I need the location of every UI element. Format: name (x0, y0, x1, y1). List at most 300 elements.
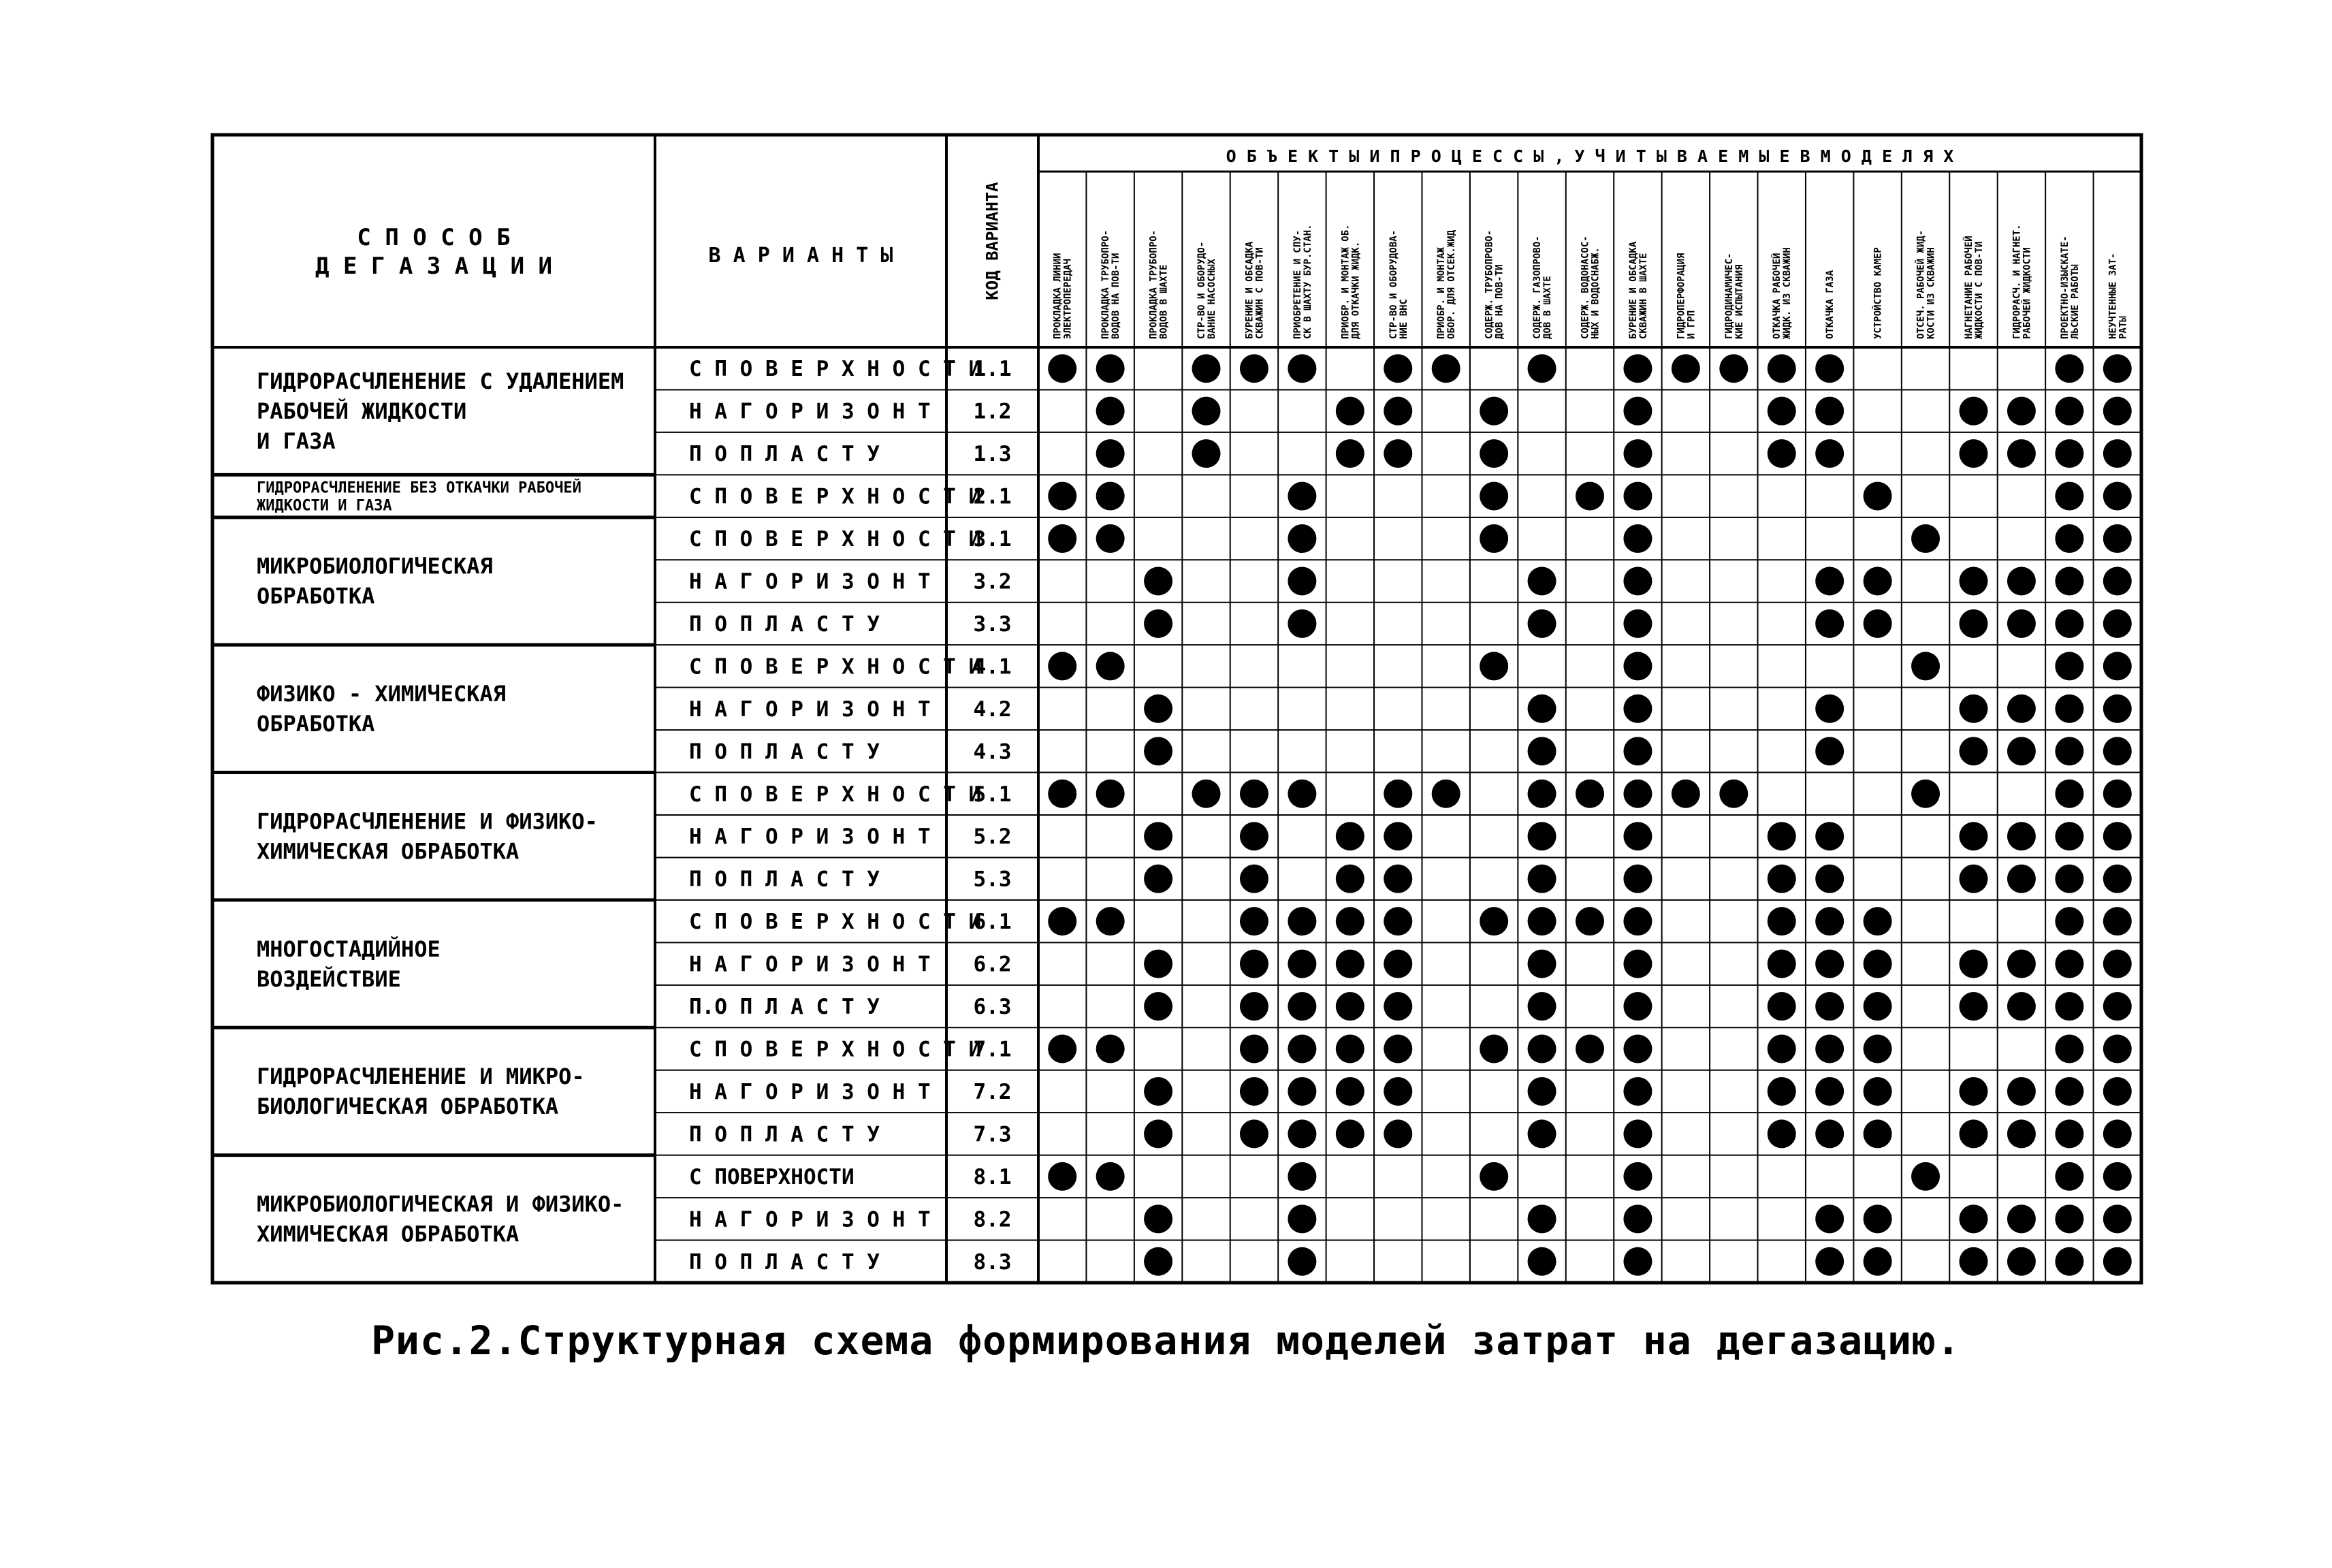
presence-dot (1048, 652, 1076, 680)
column-header (1292, 224, 1313, 339)
column-header-line: ПРОКЛАДКА ТРУБОПРО- (1148, 229, 1160, 339)
column-header-line: СОДЕРЖ. ТРУБОПРОВО- (1484, 229, 1495, 339)
objects-header: О Б Ъ Е К Т Ы И П Р О Ц Е С С Ы , У Ч И Т Ы В А Е М Ы Е В М О Д Е Л Я Х (1226, 146, 1954, 166)
presence-dot (1384, 907, 1412, 935)
presence-dot (1911, 780, 1940, 808)
presence-dot (1528, 354, 1556, 383)
presence-dot (2103, 567, 2132, 596)
method-group-label: ГИДРОРАСЧЛЕНЕНИЕ С УДАЛЕНИЕМ (257, 368, 624, 394)
column-header (1724, 253, 1745, 339)
column-header (1149, 230, 1170, 339)
presence-dot (1864, 609, 1892, 638)
presence-dot (1768, 865, 1796, 893)
presence-dot (2103, 354, 2132, 383)
presence-dot (1528, 1119, 1556, 1148)
presence-dot (1815, 397, 1844, 426)
column-header (1436, 229, 1457, 339)
presence-dot (1528, 1204, 1556, 1233)
presence-dot (1623, 652, 1652, 680)
presence-dot (2055, 737, 2083, 765)
presence-dot (2007, 397, 2036, 426)
presence-dot (1144, 1204, 1172, 1233)
presence-dot (1192, 780, 1221, 808)
presence-dot (1719, 354, 1748, 383)
presence-dot (1864, 950, 1892, 978)
presence-dot (2103, 609, 2132, 638)
variant-label: П.О П Л А С Т У (689, 995, 880, 1020)
presence-dot (1288, 1204, 1316, 1233)
presence-dot (2103, 439, 2132, 468)
presence-dot (1096, 397, 1125, 426)
column-header-line: БУРЕНИЕ И ОБСАДКА (1244, 241, 1256, 339)
presence-dot (2055, 865, 2083, 893)
presence-dot (1336, 397, 1364, 426)
presence-dot (1048, 780, 1076, 808)
variant-code: 7.2 (973, 1079, 1012, 1104)
presence-dot (1240, 865, 1268, 893)
presence-dot (2103, 694, 2132, 723)
presence-dot (1480, 652, 1508, 680)
column-header-line: КИЕ ИСПЫТАНИЯ (1734, 264, 1745, 339)
presence-dot (1815, 1204, 1844, 1233)
presence-dot (1048, 907, 1076, 935)
variant-label: Н А Г О Р И З О Н Т (689, 697, 931, 722)
presence-dot (1192, 354, 1221, 383)
method-group-label: ОБРАБОТКА (257, 711, 375, 737)
presence-dot (2055, 1162, 2083, 1191)
presence-dot (1240, 992, 1268, 1021)
presence-dot (2055, 694, 2083, 723)
column-header (1771, 247, 1793, 339)
variant-label: С П О В Е Р Х Н О С Т И (689, 484, 982, 509)
presence-dot (1959, 609, 1987, 638)
column-header-line: ОТКАЧКА РАБОЧЕЙ (1772, 253, 1783, 339)
presence-dot (2007, 992, 2036, 1021)
variant-label: П О П Л А С Т У (689, 1122, 880, 1147)
presence-dot (1096, 354, 1125, 383)
presence-dot (1144, 1119, 1172, 1148)
variant-code: 1.3 (973, 442, 1012, 467)
presence-dot (2103, 1247, 2132, 1276)
presence-dot (1384, 1077, 1412, 1106)
variant-code: 6.2 (973, 952, 1012, 977)
presence-dot (1528, 907, 1556, 935)
presence-dot (1623, 992, 1652, 1021)
presence-dot (1768, 822, 1796, 850)
presence-dot (1288, 567, 1316, 596)
column-header-line: НИЕ ВНС (1398, 298, 1409, 339)
column-header (2011, 224, 2032, 339)
presence-dot (1288, 1035, 1316, 1063)
method-group-label: ХИМИЧЕСКАЯ ОБРАБОТКА (257, 838, 520, 865)
column-header-line: ПРОКЛАДКА ТРУБОПРО- (1100, 229, 1112, 339)
presence-dot (1336, 950, 1364, 978)
presence-dot (1480, 439, 1508, 468)
presence-dot (1288, 524, 1316, 553)
presence-dot (1288, 950, 1316, 978)
variant-code: 3.2 (973, 569, 1012, 594)
column-header-line: СКВАЖИН С ПОВ-ТИ (1254, 247, 1266, 339)
variant-code: 8.2 (973, 1207, 1012, 1232)
presence-dot (1144, 1077, 1172, 1106)
presence-dot (1240, 354, 1268, 383)
column-header-line: ДЛЯ ОТКАЧКИ ЖИДК. (1350, 241, 1362, 339)
presence-dot (1528, 567, 1556, 596)
presence-dot (1096, 907, 1125, 935)
presence-dot (1623, 694, 1652, 723)
presence-dot (1576, 907, 1604, 935)
method-header: Д Е Г А З А Ц И И (315, 253, 552, 280)
column-header-line: ДОВ В ШАХТЕ (1542, 276, 1554, 339)
presence-dot (1096, 482, 1125, 511)
presence-dot (1623, 1119, 1652, 1148)
method-group-label: МИКРОБИОЛОГИЧЕСКАЯ (257, 553, 493, 579)
presence-dot (1959, 694, 1987, 723)
method-group-label: МНОГОСТАДИЙНОЕ (257, 935, 441, 962)
column-header (1872, 247, 1884, 339)
presence-dot (1384, 439, 1412, 468)
presence-dot (1959, 1077, 1987, 1106)
column-header-line: ЭЛЕКТРОПЕРЕДАЧ (1062, 258, 1074, 339)
presence-dot (1192, 439, 1221, 468)
presence-dot (1815, 609, 1844, 638)
presence-dot (1240, 950, 1268, 978)
variant-code: 8.1 (973, 1164, 1012, 1189)
presence-dot (1864, 992, 1892, 1021)
presence-dot (2055, 354, 2083, 383)
presence-dot (1288, 1162, 1316, 1191)
variant-code: 3.3 (973, 611, 1012, 637)
variant-label: С П О В Е Р Х Н О С Т И (689, 782, 982, 807)
code-header: КОД ВАРИАНТА (983, 182, 1002, 300)
method-group-label: ФИЗИКО - ХИМИЧЕСКАЯ (257, 681, 507, 707)
variant-code: 5.1 (973, 782, 1012, 807)
presence-dot (1815, 950, 1844, 978)
column-header (1484, 230, 1505, 339)
presence-dot (1864, 1247, 1892, 1276)
column-header-line: ГИДРОДИНАМИЧЕС- (1723, 253, 1735, 339)
column-header-line: ЖИДКОСТИ С ПОВ-ТИ (1973, 241, 1985, 339)
presence-dot (2007, 1247, 2036, 1276)
presence-dot (1480, 1162, 1508, 1191)
presence-dot (2055, 822, 2083, 850)
presence-dot (1768, 1077, 1796, 1106)
presence-dot (1384, 397, 1412, 426)
presence-dot (1672, 780, 1700, 808)
presence-dot (1623, 439, 1652, 468)
presence-dot (1864, 907, 1892, 935)
presence-dot (1864, 567, 1892, 596)
presence-dot (1336, 992, 1364, 1021)
presence-dot (1480, 482, 1508, 511)
presence-dot (1528, 737, 1556, 765)
presence-dot (1719, 780, 1748, 808)
variant-label: Н А Г О Р И З О Н Т (689, 1207, 931, 1232)
presence-dot (1528, 865, 1556, 893)
method-group-label: МИКРОБИОЛОГИЧЕСКАЯ И ФИЗИКО- (257, 1191, 624, 1217)
presence-dot (1864, 1077, 1892, 1106)
presence-dot (1528, 609, 1556, 638)
presence-dot (1336, 1035, 1364, 1063)
presence-dot (1336, 865, 1364, 893)
presence-dot (1815, 737, 1844, 765)
presence-dot (1432, 780, 1460, 808)
presence-dot (1144, 737, 1172, 765)
variant-label: Н А Г О Р И З О Н Т (689, 825, 931, 850)
presence-dot (2007, 1077, 2036, 1106)
presence-dot (1384, 1119, 1412, 1148)
method-group-label: БИОЛОГИЧЕСКАЯ ОБРАБОТКА (257, 1093, 559, 1120)
presence-dot (1959, 737, 1987, 765)
figure-caption: Рис.2.Структурная схема формирования моделей затрат на дегазацию. (371, 1317, 1961, 1364)
variant-code: 1.1 (973, 357, 1012, 382)
presence-dot (2055, 992, 2083, 1021)
presence-dot (2103, 992, 2132, 1021)
column-header-line: ПРОЕКТНО-ИЗЫСКАТЕ- (2059, 236, 2071, 339)
presence-dot (2007, 567, 2036, 596)
presence-dot (1096, 780, 1125, 808)
presence-dot (2103, 1119, 2132, 1148)
presence-dot (1336, 439, 1364, 468)
presence-dot (1911, 524, 1940, 553)
method-group-label: ГИДРОРАСЧЛЕНЕНИЕ И МИКРО- (257, 1063, 585, 1090)
presence-dot (1815, 1247, 1844, 1276)
presence-dot (1623, 609, 1652, 638)
presence-dot (1768, 950, 1796, 978)
variant-label: П О П Л А С Т У (689, 1249, 880, 1275)
presence-dot (1959, 865, 1987, 893)
presence-dot (1144, 822, 1172, 850)
presence-dot (2007, 694, 2036, 723)
presence-dot (1959, 950, 1987, 978)
column-header (2107, 253, 2128, 339)
column-header-line: ДОВ НА ПОВ-ТИ (1494, 264, 1505, 339)
column-header-line: НЕУЧТЕННЫЕ ЗАТ- (2107, 253, 2119, 339)
presence-dot (1288, 354, 1316, 383)
column-header-line: ОТСЕЧ. РАБОЧЕЙ ЖИД- (1915, 229, 1927, 339)
column-header-line: ОТКАЧКА ГАЗА (1825, 270, 1836, 339)
presence-dot (2055, 1119, 2083, 1148)
presence-dot (1623, 524, 1652, 553)
column-header-line: ПРИОБРЕТЕНИЕ И СПУ- (1292, 229, 1303, 339)
presence-dot (1480, 1035, 1508, 1063)
presence-dot (2055, 567, 2083, 596)
column-header-line: РАБОЧЕЙ ЖИДКОСТИ (2022, 247, 2033, 339)
presence-dot (1623, 482, 1652, 511)
presence-dot (1144, 567, 1172, 596)
presence-dot (1384, 992, 1412, 1021)
presence-dot (1288, 1077, 1316, 1106)
presence-dot (2103, 1077, 2132, 1106)
column-header (1915, 230, 1937, 339)
presence-dot (1815, 1035, 1844, 1063)
presence-dot (2055, 609, 2083, 638)
presence-dot (1768, 354, 1796, 383)
presence-dot (1623, 907, 1652, 935)
variant-code: 6.1 (973, 910, 1012, 935)
presence-dot (1384, 822, 1412, 850)
method-group-label: И ГАЗА (257, 428, 336, 454)
presence-dot (1815, 992, 1844, 1021)
method-group-label: ХИМИЧЕСКАЯ ОБРАБОТКА (257, 1221, 520, 1247)
column-header-line: СТР-ВО И ОБОРУДОВА- (1388, 229, 1399, 339)
variant-label: С П О В Е Р Х Н О С Т И (689, 910, 982, 935)
presence-dot (1096, 524, 1125, 553)
presence-dot (1288, 1119, 1316, 1148)
variant-label: С П О В Е Р Х Н О С Т И (689, 654, 982, 679)
presence-dot (1768, 907, 1796, 935)
presence-dot (1480, 524, 1508, 553)
presence-dot (1528, 822, 1556, 850)
presence-dot (1144, 992, 1172, 1021)
presence-dot (1384, 354, 1412, 383)
presence-dot (1623, 354, 1652, 383)
presence-dot (1240, 1035, 1268, 1063)
presence-dot (1623, 780, 1652, 808)
presence-dot (2055, 950, 2083, 978)
presence-dot (1240, 907, 1268, 935)
variant-label: С ПОВЕРХНОСТИ (689, 1164, 854, 1189)
column-header-line: УСТРОЙСТВО КАМЕР (1872, 247, 1884, 339)
variant-code: 7.3 (973, 1122, 1012, 1147)
column-header-line: СОДЕРЖ. ГАЗОПРОВО- (1532, 236, 1544, 339)
presence-dot (2007, 822, 2036, 850)
presence-dot (2055, 652, 2083, 680)
method-group-label: ГИДРОРАСЧЛЕНЕНИЕ И ФИЗИКО- (257, 808, 598, 835)
column-header-line: КОСТИ ИЗ СКВАЖИН (1926, 247, 1937, 339)
presence-dot (2103, 950, 2132, 978)
column-header-line: ПРОКЛАДКА ЛИНИИ (1052, 253, 1064, 339)
presence-dot (2007, 737, 2036, 765)
presence-dot (1432, 354, 1460, 383)
variant-code: 5.2 (973, 825, 1012, 850)
presence-dot (1959, 397, 1987, 426)
presence-dot (2103, 822, 2132, 850)
presence-dot (1672, 354, 1700, 383)
presence-dot (1768, 1035, 1796, 1063)
presence-dot (1959, 1247, 1987, 1276)
presence-dot (2103, 652, 2132, 680)
column-header-line: ВАНИЕ НАСОСНЫХ (1207, 258, 1218, 339)
presence-dot (2007, 609, 2036, 638)
presence-dot (2007, 950, 2036, 978)
column-header (1244, 241, 1265, 339)
presence-dot (2055, 780, 2083, 808)
presence-dot (2055, 1077, 2083, 1106)
column-header (1676, 253, 1697, 339)
presence-dot (1096, 1035, 1125, 1063)
presence-dot (1623, 1204, 1652, 1233)
column-header-line: СК В ШАХТУ БУР.СТАН. (1302, 224, 1313, 339)
column-header-line: ГИДРОПЕРФОРАЦИЯ (1676, 253, 1687, 339)
presence-dot (1815, 439, 1844, 468)
presence-dot (2055, 1247, 2083, 1276)
variant-label: П О П Л А С Т У (689, 442, 880, 467)
presence-dot (1959, 1119, 1987, 1148)
variant-code: 6.3 (973, 995, 1012, 1020)
variant-label: Н А Г О Р И З О Н Т (689, 569, 931, 594)
variant-code: 4.3 (973, 739, 1012, 765)
presence-dot (1384, 950, 1412, 978)
presence-dot (1048, 1162, 1076, 1191)
variant-code: 2.1 (973, 484, 1012, 509)
presence-dot (1192, 397, 1221, 426)
presence-dot (1096, 652, 1125, 680)
column-header-line: РАТЫ (2118, 316, 2129, 339)
presence-dot (1911, 1162, 1940, 1191)
presence-dot (2055, 439, 2083, 468)
presence-dot (1096, 439, 1125, 468)
presence-dot (1768, 439, 1796, 468)
presence-dot (1336, 1119, 1364, 1148)
presence-dot (2055, 1204, 2083, 1233)
presence-dot (1623, 1162, 1652, 1191)
presence-dot (2103, 865, 2132, 893)
method-group-label: ОБРАБОТКА (257, 583, 375, 609)
presence-dot (1240, 780, 1268, 808)
column-header-line: СОДЕРЖ. ВОДОНАСОС- (1580, 236, 1591, 339)
presence-dot (1240, 822, 1268, 850)
column-header-line: И ГРП (1686, 310, 1697, 339)
presence-dot (1288, 992, 1316, 1021)
column-header (1532, 236, 1553, 339)
presence-dot (1815, 822, 1844, 850)
presence-dot (1959, 439, 1987, 468)
presence-dot (1384, 865, 1412, 893)
presence-dot (1815, 1119, 1844, 1148)
presence-dot (1048, 482, 1076, 511)
presence-dot (2103, 397, 2132, 426)
variant-label: П О П Л А С Т У (689, 739, 880, 765)
presence-dot (2103, 482, 2132, 511)
column-header-line: СТР-ВО И ОБОРУДО- (1196, 241, 1208, 339)
presence-dot (1288, 780, 1316, 808)
presence-dot (1623, 1247, 1652, 1276)
column-header (1053, 253, 1074, 339)
presence-dot (1528, 992, 1556, 1021)
column-header-line: ПРИОБР. И МОНТАЖ (1436, 247, 1448, 339)
presence-dot (1336, 1077, 1364, 1106)
presence-dot (1336, 822, 1364, 850)
variant-code: 4.1 (973, 654, 1012, 679)
presence-dot (1336, 907, 1364, 935)
presence-dot (2103, 1035, 2132, 1063)
variant-code: 8.3 (973, 1249, 1012, 1275)
presence-dot (1576, 482, 1604, 511)
presence-dot (2055, 1035, 2083, 1063)
presence-dot (1384, 1035, 1412, 1063)
column-header-line: ГИДРОРАСЧ. И НАГНЕТ. (2011, 224, 2023, 339)
presence-dot (1623, 567, 1652, 596)
presence-dot (1768, 397, 1796, 426)
column-header-line: СКВАЖИН В ШАХТЕ (1638, 253, 1649, 339)
variant-label: Н А Г О Р И З О Н Т (689, 399, 931, 424)
presence-dot (1528, 1035, 1556, 1063)
presence-dot (1864, 1035, 1892, 1063)
presence-dot (2103, 780, 2132, 808)
variant-label: С П О В Е Р Х Н О С Т И (689, 357, 982, 382)
presence-dot (1623, 1077, 1652, 1106)
presence-dot (2007, 865, 2036, 893)
presence-dot (1048, 354, 1076, 383)
presence-dot (1864, 1119, 1892, 1148)
presence-dot (1528, 1247, 1556, 1276)
presence-dot (2055, 524, 2083, 553)
presence-dot (2103, 524, 2132, 553)
presence-dot (2103, 1162, 2132, 1191)
presence-dot (2103, 737, 2132, 765)
presence-dot (1288, 609, 1316, 638)
